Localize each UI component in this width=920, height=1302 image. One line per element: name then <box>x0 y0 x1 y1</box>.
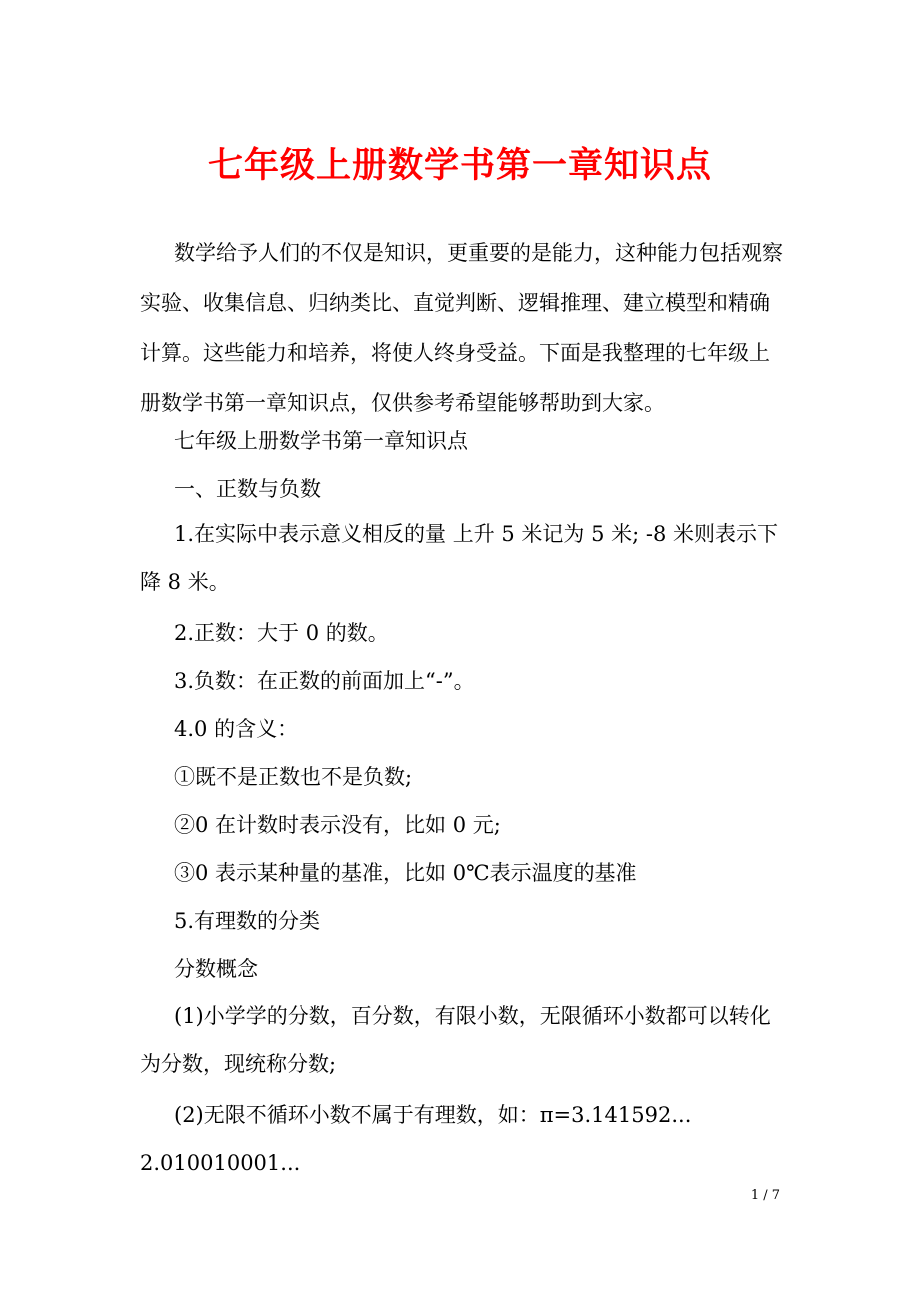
fraction-note-1: (1)小学学的分数，百分数，有限小数，无限循环小数都可以转化为分数，现统称分数; <box>140 1004 771 1076</box>
page-number: 1 / 7 <box>750 1188 780 1203</box>
fraction-note-2-continued: 2.010010001... <box>140 1151 301 1175</box>
zero-meaning-2: ②0 在计数时表示没有，比如 0 元; <box>174 813 501 837</box>
point-2: 2.正数：大于 0 的数。 <box>174 621 389 645</box>
point-4: 4.0 的含义： <box>174 717 299 741</box>
zero-meaning-1: ①既不是正数也不是负数; <box>174 765 413 789</box>
fraction-note-2: (2)无限不循环小数不属于有理数，如：π=3.141592... <box>174 1103 692 1127</box>
point-5: 5.有理数的分类 <box>174 909 321 933</box>
intro-block <box>140 228 790 428</box>
fraction-concept: 分数概念 <box>174 957 258 981</box>
subheading-positive-negative: 一、正数与负数 <box>174 477 321 501</box>
section-heading: 七年级上册数学书第一章知识点 <box>174 429 468 453</box>
document-title: 七年级上册数学书第一章知识点 <box>207 145 712 186</box>
point-3: 3.负数：在正数的前面加上“-”。 <box>174 669 475 693</box>
zero-meaning-3: ③0 表示某种量的基准，比如 0℃表示温度的基准 <box>174 861 637 885</box>
point-1: 1.在实际中表示意义相反的量 上升 5 米记为 5 米; -8 米则表示下降 8 米。 <box>140 522 779 594</box>
intro-paragraph: 数学给予人们的不仅是知识，更重要的是能力，这种能力包括观察实验、收集信息、归纳类比、直觉判断、逻辑推理、建立模型和精确计算。这些能力和培养，将使人终身受益。下面是我整理的七年级上册数学书第一章知识点，仅供参考希望能够帮助到大家。 <box>140 241 783 415</box>
